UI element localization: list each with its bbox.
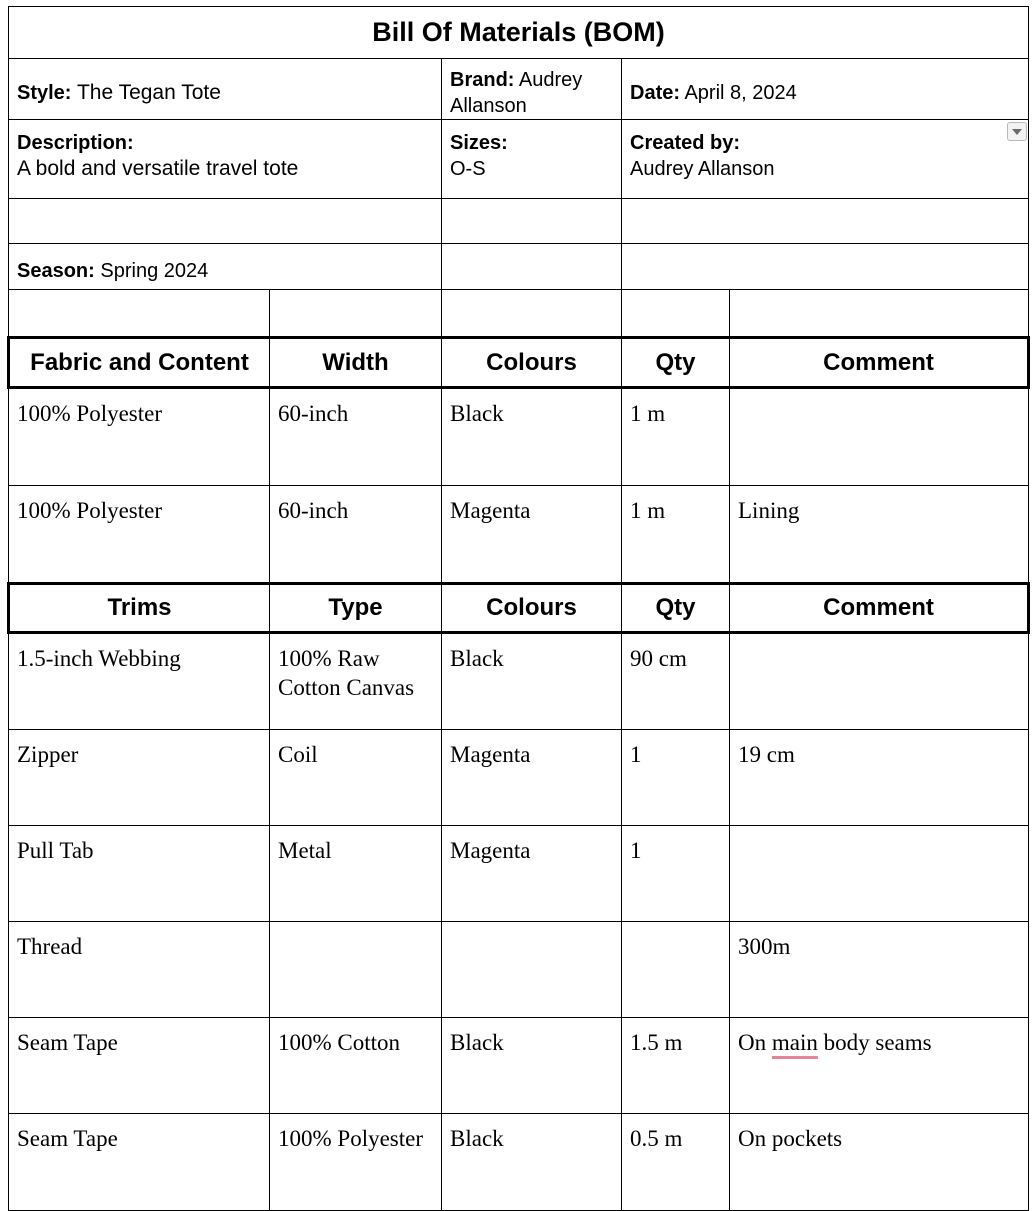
brand-value: Audrey Allanson xyxy=(450,69,583,117)
info-row-style xyxy=(9,59,1029,120)
trims-header-cell[interactable]: Colours xyxy=(442,584,622,633)
created-by-value: Audrey Allanson xyxy=(630,158,775,180)
date-label: Date: xyxy=(630,82,681,104)
brand-cell[interactable] xyxy=(442,59,622,120)
trims-cell[interactable]: Zipper xyxy=(9,730,270,826)
season-value: Spring 2024 xyxy=(100,259,209,282)
sizes-value: O-S xyxy=(450,158,486,180)
trims-cell[interactable]: 1.5-inch Webbing xyxy=(9,633,270,730)
fabric-cell[interactable]: Black xyxy=(442,388,622,486)
seam-tape-comment-cell[interactable] xyxy=(730,1018,1029,1114)
date-value: April 8, 2024 xyxy=(684,82,797,104)
page-title[interactable]: Bill Of Materials (BOM) xyxy=(9,7,1029,59)
blank-cell[interactable] xyxy=(270,290,442,338)
trims-cell[interactable]: Metal xyxy=(270,826,442,922)
fabric-cell[interactable]: 60-inch xyxy=(270,388,442,486)
trims-cell[interactable]: 1.5 m xyxy=(622,1018,730,1114)
trims-cell[interactable]: Coil xyxy=(270,730,442,826)
trims-cell[interactable]: Pull Tab xyxy=(9,826,270,922)
trims-cell[interactable]: Thread xyxy=(9,922,270,1018)
fabric-header-cell[interactable]: Fabric and Content xyxy=(9,338,270,388)
brand-label: Brand: xyxy=(450,69,515,91)
season-label: Season: xyxy=(17,259,95,282)
fabric-cell[interactable]: Magenta xyxy=(442,486,622,584)
trims-header-cell[interactable]: Trims xyxy=(9,584,270,633)
trims-cell[interactable]: Seam Tape xyxy=(9,1018,270,1114)
description-value: A bold and versatile travel tote xyxy=(17,157,299,180)
trims-cell[interactable]: 100% Polyester xyxy=(270,1114,442,1211)
trims-cell[interactable]: Seam Tape xyxy=(9,1114,270,1211)
style-cell[interactable] xyxy=(9,59,442,120)
trims-cell[interactable]: 0.5 m xyxy=(622,1114,730,1211)
info-row-season xyxy=(9,244,1029,290)
trims-row xyxy=(9,1114,1029,1211)
trims-cell[interactable]: Black xyxy=(442,633,622,730)
trims-cell[interactable]: 90 cm xyxy=(622,633,730,730)
trims-cell[interactable] xyxy=(730,826,1029,922)
season-cell[interactable] xyxy=(9,244,442,290)
bom-table xyxy=(7,6,1030,1211)
fabric-cell[interactable]: 1 m xyxy=(622,486,730,584)
trims-cell[interactable]: 300m xyxy=(730,922,1029,1018)
trims-cell[interactable] xyxy=(622,922,730,1018)
blank-cell[interactable] xyxy=(9,290,270,338)
sizes-cell[interactable] xyxy=(442,120,622,199)
fabric-header-cell[interactable]: Qty xyxy=(622,338,730,388)
blank-cell[interactable] xyxy=(442,199,622,244)
trims-header-cell[interactable]: Comment xyxy=(730,584,1029,633)
trims-cell[interactable] xyxy=(270,922,442,1018)
fabric-cell[interactable] xyxy=(730,388,1029,486)
fabric-row xyxy=(9,486,1029,584)
blank-cell[interactable] xyxy=(9,199,442,244)
trims-row xyxy=(9,1018,1029,1114)
fabric-header-cell[interactable]: Comment xyxy=(730,338,1029,388)
trims-cell[interactable]: Black xyxy=(442,1114,622,1211)
blank-cell[interactable] xyxy=(730,290,1029,338)
trims-row xyxy=(9,922,1029,1018)
fabric-cell[interactable]: 1 m xyxy=(622,388,730,486)
title-row xyxy=(9,7,1029,59)
created-by-cell[interactable] xyxy=(622,120,1029,199)
trims-cell[interactable]: On pockets xyxy=(730,1114,1029,1211)
trims-row xyxy=(9,633,1029,730)
trims-header-cell[interactable]: Qty xyxy=(622,584,730,633)
blank-cell[interactable] xyxy=(442,244,622,290)
blank-cell[interactable] xyxy=(622,290,730,338)
trims-row xyxy=(9,730,1029,826)
fabric-cell[interactable]: Lining xyxy=(730,486,1029,584)
blank-cell[interactable] xyxy=(622,199,1029,244)
created-by-label: Created by: xyxy=(630,132,741,154)
trims-cell[interactable]: 100% Cotton xyxy=(270,1018,442,1114)
comment-text: On main body seams xyxy=(738,1030,932,1055)
date-cell[interactable] xyxy=(622,59,1029,120)
trims-cell[interactable] xyxy=(442,922,622,1018)
fabric-header-cell[interactable]: Colours xyxy=(442,338,622,388)
fabric-cell[interactable]: 100% Polyester xyxy=(9,388,270,486)
blank-row-2 xyxy=(9,290,1029,338)
trims-cell[interactable]: Magenta xyxy=(442,826,622,922)
trims-cell[interactable] xyxy=(730,633,1029,730)
trims-header-row xyxy=(9,584,1029,633)
dropdown-arrow-icon[interactable] xyxy=(1007,122,1027,141)
blank-row-1 xyxy=(9,199,1029,244)
blank-cell[interactable] xyxy=(622,244,1029,290)
info-row-description xyxy=(9,120,1029,199)
fabric-row xyxy=(9,388,1029,486)
blank-cell[interactable] xyxy=(442,290,622,338)
trims-cell[interactable]: 100% Raw Cotton Canvas xyxy=(270,633,442,730)
fabric-header-cell[interactable]: Width xyxy=(270,338,442,388)
spellcheck-underline[interactable]: main xyxy=(771,1030,818,1055)
description-cell[interactable] xyxy=(9,120,442,199)
trims-cell[interactable]: 19 cm xyxy=(730,730,1029,826)
trims-cell[interactable]: Magenta xyxy=(442,730,622,826)
sizes-label: Sizes: xyxy=(450,132,508,154)
trims-row xyxy=(9,826,1029,922)
trims-cell[interactable]: 1 xyxy=(622,730,730,826)
trims-cell[interactable]: 1 xyxy=(622,826,730,922)
trims-header-cell[interactable]: Type xyxy=(270,584,442,633)
style-value: The Tegan Tote xyxy=(76,81,221,104)
fabric-cell[interactable]: 100% Polyester xyxy=(9,486,270,584)
fabric-cell[interactable]: 60-inch xyxy=(270,486,442,584)
trims-cell[interactable]: Black xyxy=(442,1018,622,1114)
fabric-header-row xyxy=(9,338,1029,388)
description-label: Description: xyxy=(17,132,134,154)
style-label: Style: xyxy=(17,82,72,104)
